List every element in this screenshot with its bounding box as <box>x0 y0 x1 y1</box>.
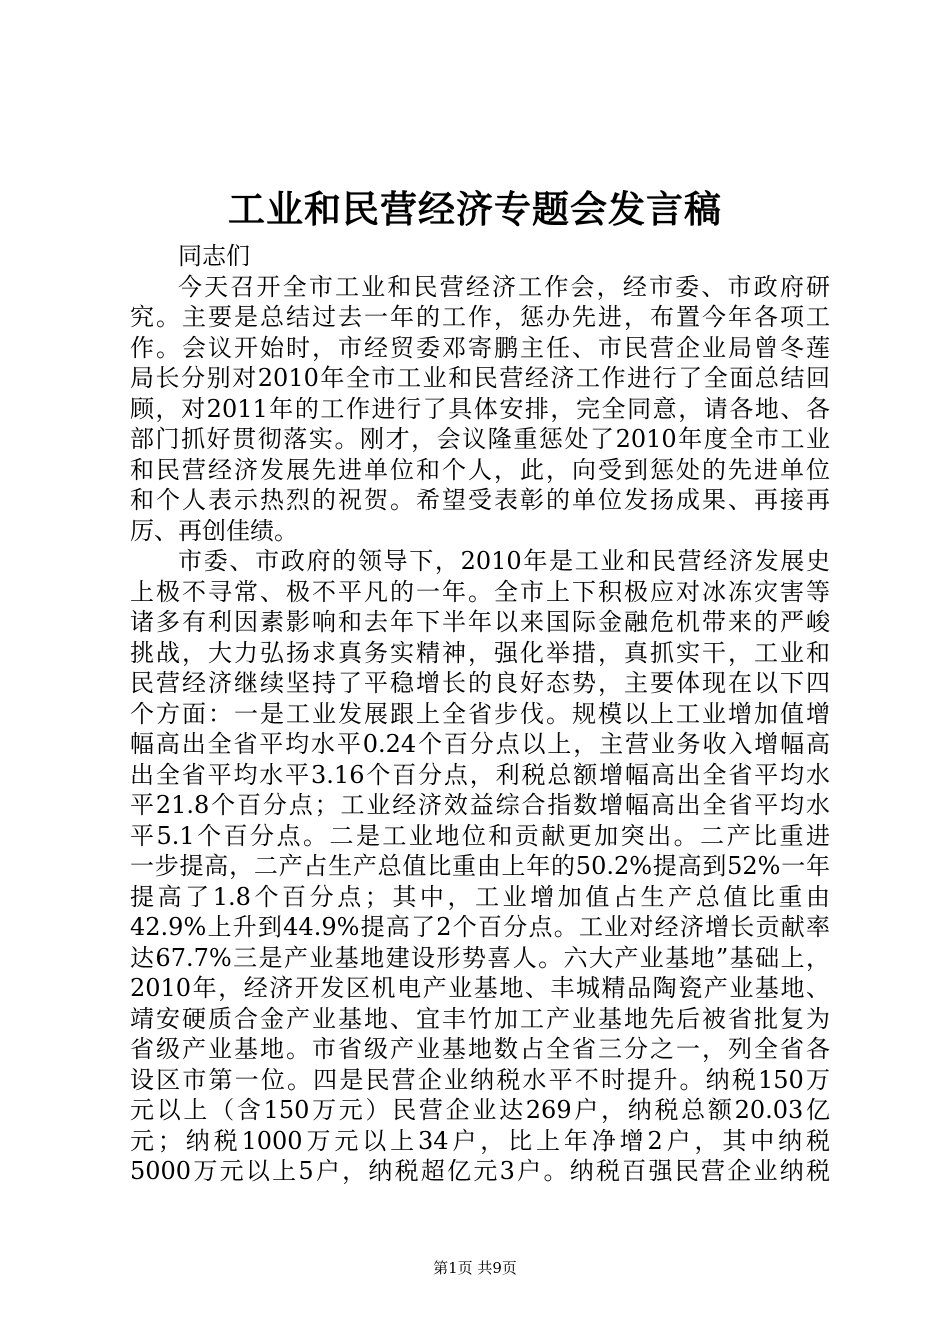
salutation: 同志们 <box>178 242 250 270</box>
paragraph-2-line: 平5.1个百分点。二是工业地位和贡献更加突出。二产比重进 <box>130 821 830 850</box>
paragraph-2-line: 挑战，大力弘扬求真务实精神，强化举措，真抓实干，工业和 <box>130 638 830 667</box>
paragraph-1-line: 顾，对2011年的工作进行了具体安排，完全同意，请各地、各 <box>130 394 830 423</box>
paragraph-1-line: 和个人表示热烈的祝贺。希望受表彰的单位发扬成果、再接再 <box>130 486 830 514</box>
paragraph-2-line: 诸多有利因素影响和去年下半年以来国际金融危机带来的严峻 <box>130 608 830 636</box>
paragraph-1-line: 今天召开全市工业和民营经济工作会，经市委、市政府研 <box>178 272 830 301</box>
paragraph-2-line: 元以上（含150万元）民营企业达269户，纳税总额20.03亿 <box>130 1096 830 1124</box>
paragraph-1-line: 和民营经济发展先进单位和个人，此，向受到惩处的先进单位 <box>130 455 830 484</box>
paragraph-2-line: 市委、市政府的领导下，2010年是工业和民营经济发展史 <box>178 547 830 575</box>
paragraph-1-line: 部门抓好贯彻落实。刚才，会议隆重惩处了2010年度全市工业 <box>130 425 830 453</box>
paragraph-2-line: 个方面：一是工业发展跟上全省步伐。规模以上工业增加值增 <box>130 699 830 728</box>
paragraph-2-line: 提高了1.8个百分点；其中，工业增加值占生产总值比重由 <box>130 882 830 911</box>
paragraph-1-line: 局长分别对2010年全市工业和民营经济工作进行了全面总结回 <box>130 364 830 392</box>
paragraph-2-line: 民营经济继续坚持了平稳增长的良好态势，主要体现在以下四 <box>130 669 830 697</box>
paragraph-2-line: 达67.7%三是产业基地建设形势喜人。六大产业基地”基础上， <box>130 943 830 972</box>
paragraph-2-line: 幅高出全省平均水平0.24个百分点以上，主营业务收入增幅高 <box>130 730 830 758</box>
paragraph-2-line: 出全省平均水平3.16个百分点，利税总额增幅高出全省平均水 <box>130 760 830 789</box>
paragraph-1-line: 作。会议开始时，市经贸委邓寄鹏主任、市民营企业局曾冬莲 <box>130 333 830 362</box>
paragraph-2-line: 靖安硬质合金产业基地、宜丰竹加工产业基地先后被省批复为 <box>130 1004 830 1033</box>
paragraph-2-line: 省级产业基地。市省级产业基地数占全省三分之一，列全省各 <box>130 1035 830 1063</box>
paragraph-2-line: 2010年，经济开发区机电产业基地、丰城精品陶瓷产业基地、 <box>130 974 830 1002</box>
paragraph-2-line: 平21.8个百分点；工业经济效益综合指数增幅高出全省平均水 <box>130 791 830 819</box>
paragraph-2-line: 元；纳税1000万元以上34户，比上年净增2户，其中纳税 <box>130 1126 830 1155</box>
document-title: 工业和民营经济专题会发言稿 <box>228 188 722 231</box>
paragraph-1-line: 究。主要是总结过去一年的工作，惩办先进，布置今年各项工 <box>130 303 830 331</box>
paragraph-2-line: 42.9%上升到44.9%提高了2个百分点。工业对经济增长贡献率 <box>130 913 830 941</box>
paragraph-1-line: 厉、再创佳绩。 <box>130 516 298 545</box>
paragraph-2-line: 5000万元以上5户，纳税超亿元3户。纳税百强民营企业纳税 <box>130 1157 830 1185</box>
document-body <box>130 241 830 1187</box>
page-footer: 第1页 共9页 <box>433 1259 517 1277</box>
paragraph-2-line: 上极不寻常、极不平凡的一年。全市上下积极应对冰冻灾害等 <box>130 577 830 606</box>
paragraph-2-line: 一步提高，二产占生产总值比重由上年的50.2%提高到52%一年 <box>130 852 830 880</box>
paragraph-2-line: 设区市第一位。四是民营企业纳税水平不时提升。纳税150万 <box>130 1065 830 1094</box>
